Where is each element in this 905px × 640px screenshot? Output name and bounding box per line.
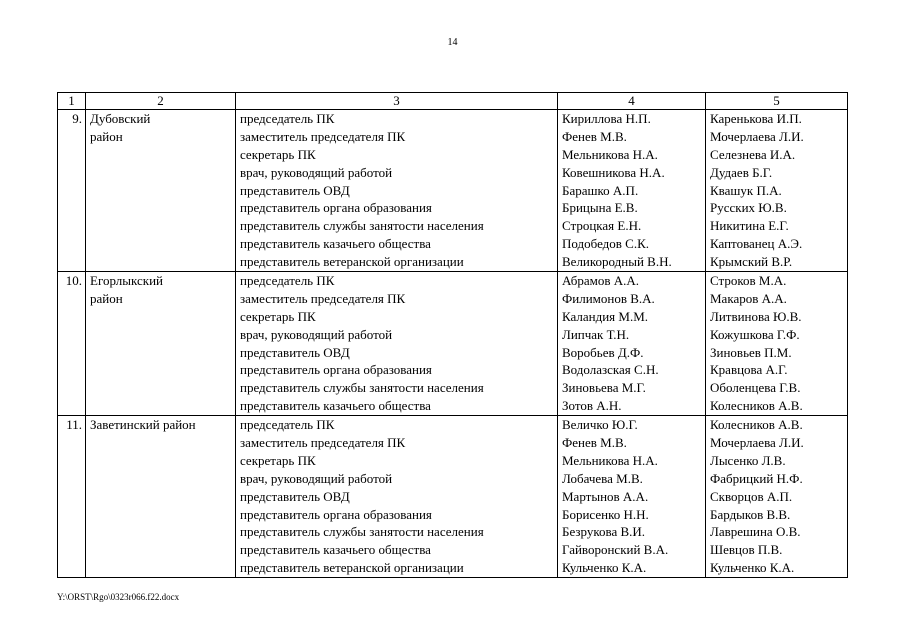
roles-cell (236, 272, 558, 416)
role-label: представитель службы занятости населения (240, 380, 484, 396)
table-row (58, 416, 848, 578)
reserve-name: Кожушкова Г.Ф. (710, 326, 800, 342)
reserve-name: Кравцова А.Г. (710, 362, 788, 378)
role-label: председатель ПК (240, 111, 335, 126)
region-name: район (90, 290, 123, 306)
reserve-name: Строков М.А. (710, 273, 787, 289)
role-label: представитель органа образования (240, 200, 432, 216)
members-cell (558, 110, 706, 272)
region-name: район (90, 128, 123, 144)
row-number: 10. (58, 272, 86, 416)
row-number: 11. (58, 416, 86, 578)
member-name: Мартынов А.А. (562, 488, 649, 504)
row-number: 9. (58, 110, 86, 272)
member-name: Борисенко Н.Н. (562, 506, 649, 522)
file-path-footer: Y:\ORST\Rgo\0323r066.f22.docx (57, 592, 180, 602)
reserves-cell (706, 416, 848, 578)
member-name: Кириллова Н.П. (562, 111, 651, 126)
member-name: Барашко А.П. (562, 182, 639, 198)
region-cell (86, 110, 236, 272)
member-name: Каландия М.М. (562, 308, 649, 324)
reserve-name: Мочерлаева Л.И. (710, 128, 804, 144)
reserve-name: Лысенко Л.В. (710, 452, 786, 468)
reserve-name: Крымский В.Р. (710, 254, 793, 270)
role-label: врач, руководящий работой (240, 470, 393, 486)
member-name: Ковешникова Н.А. (562, 164, 665, 180)
role-label: представитель службы занятости населения (240, 524, 484, 540)
reserves-cell (706, 272, 848, 416)
region-cell (86, 272, 236, 416)
commission-table (57, 92, 848, 578)
header-row (58, 93, 848, 110)
role-label: заместитель председателя ПК (240, 290, 406, 306)
reserve-name: Колесников А.В. (710, 417, 803, 433)
role-label: представитель ветеранской организации (240, 254, 464, 270)
member-name: Кульченко К.А. (562, 560, 647, 576)
member-name: Величко Ю.Г. (562, 417, 638, 433)
member-name: Водолазская С.Н. (562, 362, 659, 378)
member-name: Фенев М.В. (562, 435, 627, 451)
role-label: секретарь ПК (240, 308, 316, 324)
header-col-1: 1 (58, 93, 86, 110)
member-name: Абрамов А.А. (562, 273, 640, 289)
member-name: Липчак Т.Н. (562, 326, 630, 342)
role-label: представитель ОВД (240, 344, 350, 360)
role-label: представитель ОВД (240, 182, 350, 198)
reserve-name: Зиновьев П.М. (710, 344, 792, 360)
reserve-name: Бардыков В.В. (710, 506, 791, 522)
role-label: заместитель председателя ПК (240, 435, 406, 451)
member-name: Филимонов В.А. (562, 290, 655, 306)
reserve-name: Каптованец А.Э. (710, 236, 803, 252)
reserve-name: Лаврешина О.В. (710, 524, 801, 540)
member-name: Лобачева М.В. (562, 470, 643, 486)
role-label: представитель органа образования (240, 362, 432, 378)
role-label: представитель казачьего общества (240, 236, 431, 252)
roles-cell (236, 110, 558, 272)
role-label: секретарь ПК (240, 146, 316, 162)
reserve-name: Никитина Е.Г. (710, 218, 789, 234)
member-name: Великородный В.Н. (562, 254, 672, 270)
member-name: Мельникова Н.А. (562, 146, 658, 162)
reserve-name: Кульченко К.А. (710, 560, 795, 576)
member-name: Зотов А.Н. (562, 398, 622, 414)
member-name: Безрукова В.И. (562, 524, 646, 540)
region-name: Егорлыкский (90, 273, 163, 289)
role-label: представитель казачьего общества (240, 398, 431, 414)
role-label: заместитель председателя ПК (240, 128, 406, 144)
reserve-name: Литвинова Ю.В. (710, 308, 802, 324)
member-name: Фенев М.В. (562, 128, 627, 144)
member-name: Подобедов С.К. (562, 236, 650, 252)
reserve-name: Мочерлаева Л.И. (710, 435, 804, 451)
page-number: 14 (447, 37, 458, 48)
role-label: председатель ПК (240, 417, 335, 433)
reserve-name: Оболенцева Г.В. (710, 380, 801, 396)
member-name: Строцкая Е.Н. (562, 218, 642, 234)
region-name: Заветинский район (90, 417, 196, 433)
member-name: Зиновьева М.Г. (562, 380, 646, 396)
region-name: Дубовский (90, 111, 151, 126)
member-name: Воробьев Д.Ф. (562, 344, 644, 360)
reserve-name: Русских Ю.В. (710, 200, 787, 216)
reserve-name: Скворцов А.П. (710, 488, 793, 504)
reserve-name: Квашук П.А. (710, 182, 782, 198)
member-name: Брицына Е.В. (562, 200, 638, 216)
reserve-name: Селезнева И.А. (710, 146, 796, 162)
header-col-2: 2 (86, 93, 236, 110)
role-label: представитель органа образования (240, 506, 432, 522)
region-cell (86, 416, 236, 578)
reserve-name: Макаров А.А. (710, 290, 787, 306)
role-label: секретарь ПК (240, 452, 316, 468)
table-row (58, 272, 848, 416)
role-label: врач, руководящий работой (240, 164, 393, 180)
role-label: представитель службы занятости населения (240, 218, 484, 234)
reserve-name: Дудаев Б.Г. (710, 164, 773, 180)
reserve-name: Шевцов П.В. (710, 542, 783, 558)
roles-cell (236, 416, 558, 578)
members-cell (558, 416, 706, 578)
reserves-cell (706, 110, 848, 272)
reserve-name: Фабрицкий Н.Ф. (710, 470, 803, 486)
header-col-4: 4 (558, 93, 706, 110)
member-name: Гайворонский В.А. (562, 542, 669, 558)
role-label: представитель ОВД (240, 488, 350, 504)
role-label: представитель ветеранской организации (240, 560, 464, 576)
role-label: председатель ПК (240, 273, 335, 289)
members-cell (558, 272, 706, 416)
role-label: представитель казачьего общества (240, 542, 431, 558)
reserve-name: Каренькова И.П. (710, 111, 802, 126)
reserve-name: Колесников А.В. (710, 398, 803, 414)
table-row (58, 110, 848, 272)
header-col-5: 5 (706, 93, 848, 110)
member-name: Мельникова Н.А. (562, 452, 658, 468)
role-label: врач, руководящий работой (240, 326, 393, 342)
header-col-3: 3 (236, 93, 558, 110)
